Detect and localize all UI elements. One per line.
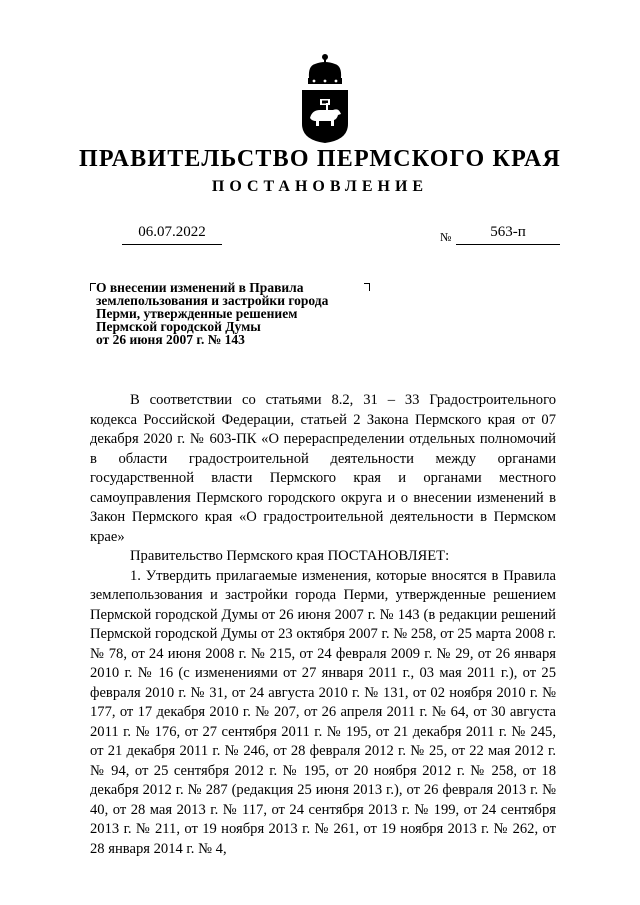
subject-line: О внесении изменений в Правила: [96, 280, 304, 295]
document-body: [90, 391, 556, 859]
subject-line: Перми, утвержденные решением: [96, 306, 298, 321]
government-title: ПРАВИТЕЛЬСТВО ПЕРМСКОГО КРАЯ: [78, 146, 562, 172]
number-sign: №: [440, 230, 452, 244]
subject-line: от 26 июня 2007 г. № 143: [96, 332, 245, 347]
subject-line: землепользования и застройки города: [96, 293, 329, 308]
document-subject: [96, 281, 386, 346]
perm-krai-coat-of-arms-icon: [300, 52, 350, 144]
body-paragraph-item-1: 1. Утвердить прилагаемые изменения, которые вносятся в Правила землепользования и застройки города Перми, утвержденные решением Пермской городской Думы от 26 июня 2007 г. № 143 (в редакции решений Пермской городской Думы от 23 октября 2007 г. № 258, от 25 марта 2008 г. № 78, от 24 июня 2008 г. № 215, от 24 февраля 2009 г. № 29, от 26 января 2010 г. № 16 (с изменениями от 27 января 2011 г., 03 мая 2011 г.), от 25 февраля 2010 г. № 31, от 24 августа 2010 г. № 131, от 02 ноября 2010 г. № 177, от 17 декабря 2010 г. № 207, от 26 апреля 2011 г. № 64, от 30 августа 2011 г. № 176, от 27 сентября 2011 г. № 195, от 21 декабря 2011 г. № 245, от 21 декабря 2011 г. № 246, от 28 февраля 2012 г. № 25, от 22 мая 2012 г. № 94, от 25 сентября 2012 г. № 195, от 20 ноября 2012 г. № 258, от 18 декабря 2012 г. № 287 (редакция 25 июня 2013 г.), от 26 февраля 2013 г. № 40, от 28 мая 2013 г. № 117, от 24 сентября 2013 г. № 199, от 24 сентября 2013 г. № 211, от 19 ноября 2013 г. № 261, от 19 ноября 2013 г. № 262, от 28 января 2014 г. № 4,: [90, 567, 556, 857]
body-paragraph-legal-basis: В соответствии со статьями 8.2, 31 – 33 Градостроительного кодекса Российской Федерации, статьей 2 Закона Пермского края от 07 декабря 2020 г. № 603-ПК «О перераспределении отдельных полномочий в области градостроительной деятельности между органами государственной власти Пермского края и органами местного самоуправления Пермского городского округа и о внесении изменений в Закон Пермского края «О градостроительной деятельности в Пермском крае»: [90, 392, 556, 545]
document-type-heading: ПОСТАНОВЛЕНИЕ: [211, 178, 429, 195]
body-paragraph-resolves: Правительство Пермского края ПОСТАНОВЛЯЕТ:: [130, 548, 450, 564]
document-number: 563-п: [456, 224, 560, 245]
document-date: 06.07.2022: [122, 224, 222, 245]
subject-line: Пермской городской Думы: [96, 319, 261, 334]
